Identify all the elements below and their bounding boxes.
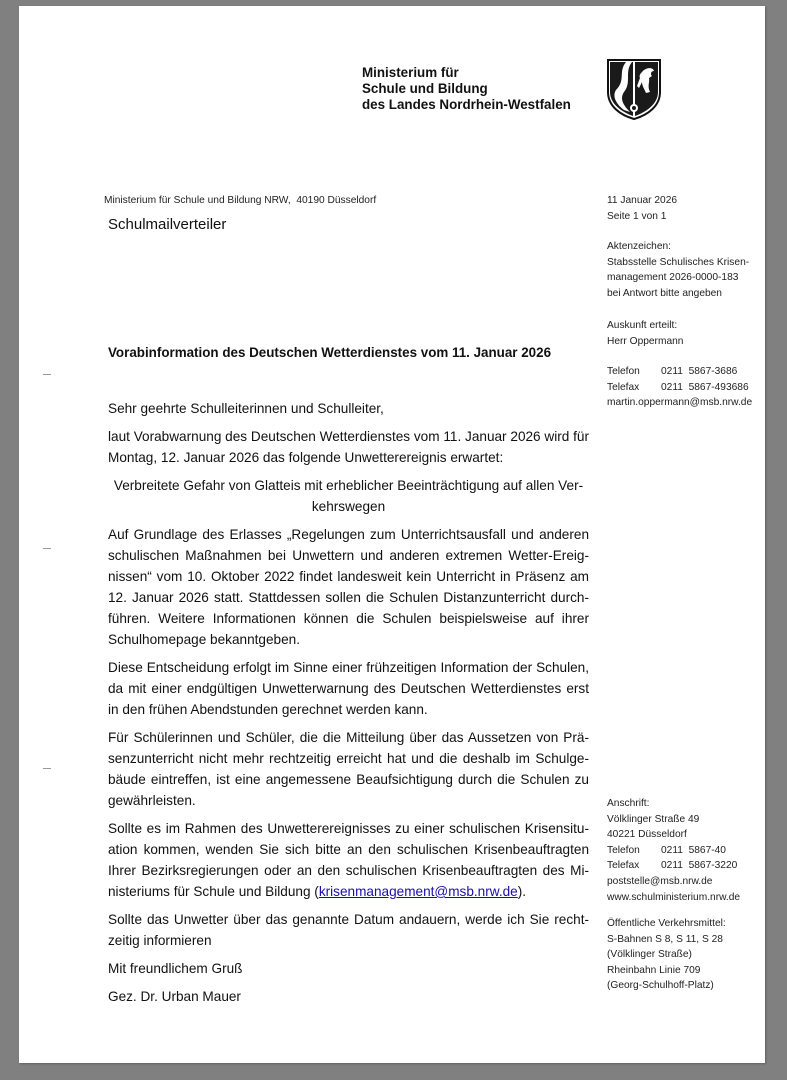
weather-warning: Verbreitete Gefahr von Glatteis mit erheblicher Beeinträchtigung auf allen Verkehrswegen bbox=[113, 478, 584, 514]
ministry-line: Ministerium für bbox=[362, 65, 459, 80]
ministry-line: Schule und Bildung bbox=[362, 81, 488, 96]
contact-email: martin.oppermann@msb.nrw.de bbox=[607, 397, 753, 409]
transit-label: Öffentliche Verkehrsmittel: bbox=[607, 918, 726, 929]
letter-subject: Vorabinformation des Deutschen Wetterdienstes vom 11. Januar 2026 bbox=[108, 345, 552, 360]
closing: Mit freundlichem Gruß bbox=[108, 961, 243, 976]
contact-fax-row bbox=[607, 380, 752, 396]
address-city: 40221 Düsseldorf bbox=[607, 829, 687, 841]
letter-body bbox=[108, 398, 589, 1014]
reference-line: Stabsstelle Schulisches Krisen- bbox=[607, 256, 750, 268]
salutation: Sehr geehrte Schulleiterinnen und Schulleiter, bbox=[108, 401, 384, 416]
nrw-coat-of-arms-icon bbox=[606, 58, 662, 120]
ministry-name bbox=[362, 65, 571, 113]
crisis-email-link[interactable]: krisenmanagement@msb.nrw.de bbox=[318, 884, 518, 899]
fold-mark bbox=[43, 768, 51, 769]
letter-date: 11 Januar 2026 bbox=[607, 195, 678, 206]
contact-phone-label: Telefon bbox=[607, 366, 640, 378]
paragraph-text: Sollte es im Rahmen des Unwetterereignisses zu einer schulischen Krisensituation kommen, wenden Sie sich bitte an den schulischen Krisenbeauftragten Ihrer Bezirksregierungen oder an den schulischen Krisenbeauftragten des Ministeriums für Schule und Bildung ( bbox=[108, 821, 589, 899]
contact-phone: 0211 5867-3686 bbox=[661, 366, 738, 378]
reference-line: management 2026-0000-183 bbox=[607, 272, 739, 284]
fold-mark bbox=[43, 374, 51, 375]
recipient: Schulmailverteiler bbox=[108, 216, 227, 233]
sidebar-contact-block bbox=[607, 318, 752, 411]
body-paragraph: Für Schülerinnen und Schüler, die die Mitteilung über das Aussetzen von Präsenzunterricht nicht mehr rechtzeitig erreicht hat und die deshalb im Schulgebäude eintreffen, ist eine angemessene Beaufsichtigung durch die Schulen zu gewährleisten. bbox=[108, 730, 589, 808]
reference-line: bei Antwort bitte angeben bbox=[607, 287, 722, 299]
intro-paragraph: laut Vorabwarnung des Deutschen Wetterdienstes vom 11. Januar 2026 wird für Montag, 12. Januar 2026 das folgende Unwetterereignis erwartet: bbox=[108, 429, 589, 465]
page-count: Seite 1 von 1 bbox=[607, 210, 667, 222]
contact-label: Auskunft erteilt: bbox=[607, 320, 678, 331]
office-email: poststelle@msb.nrw.de bbox=[607, 875, 713, 887]
office-fax: 0211 5867-3220 bbox=[661, 860, 738, 872]
body-paragraph: Diese Entscheidung erfolgt im Sinne einer frühzeitigen Information der Schulen, da mit einer endgültigen Unwetterwarnung des Deutschen Wetterdienstes erst in den frühen Abendstunden gerechnet werden kann. bbox=[108, 660, 589, 717]
office-phone-label: Telefon bbox=[607, 844, 640, 856]
office-phone: 0211 5867-40 bbox=[661, 844, 726, 856]
fold-mark bbox=[43, 548, 51, 549]
transit-line: (Völklinger Straße) bbox=[607, 949, 692, 961]
address-street: Völklinger Straße 49 bbox=[607, 813, 700, 825]
office-fax-label: Telefax bbox=[607, 860, 640, 872]
letter-page bbox=[19, 6, 765, 1063]
office-website: www.schulministerium.nrw.de bbox=[607, 891, 741, 903]
sidebar-info-block bbox=[607, 193, 749, 302]
office-fax-row bbox=[607, 858, 740, 874]
contact-phone-row bbox=[607, 364, 752, 380]
transit-line: (Georg-Schulhoff-Platz) bbox=[607, 980, 714, 992]
signature: Gez. Dr. Urban Mauer bbox=[108, 989, 241, 1004]
transit-line: Rheinbahn Linie 709 bbox=[607, 964, 701, 976]
address-label: Anschrift: bbox=[607, 798, 650, 809]
contact-fax-label: Telefax bbox=[607, 381, 640, 393]
sidebar-address-block bbox=[607, 796, 740, 905]
contact-name: Herr Oppermann bbox=[607, 335, 684, 347]
body-paragraph: Sollte das Unwetter über das genannte Datum andauern, werde ich Sie rechtzeitig informieren bbox=[108, 912, 589, 948]
contact-fax: 0211 5867-493686 bbox=[661, 381, 749, 393]
office-phone-row bbox=[607, 843, 740, 859]
sidebar-transit-block bbox=[607, 916, 726, 994]
body-paragraph bbox=[108, 818, 589, 902]
sender-return-address: Ministerium für Schule und Bildung NRW, 40190 Düsseldorf bbox=[104, 195, 377, 206]
transit-line: S-Bahnen S 8, S 11, S 28 bbox=[607, 933, 723, 945]
body-paragraph: Auf Grundlage des Erlasses „Regelungen zum Unterrichtsausfall und anderen schulischen Maßnahmen bei Unwettern und anderen extremen Wetter-Ereignissen“ vom 10. Oktober 2022 findet landesweit kein Unterricht in Präsenz am 12. Januar 2026 statt. Stattdessen sollen die Schulen Distanzunterricht durchführen. Weitere Informationen können die Schulen beispielsweise auf ihrer Schulhomepage bekanntgeben. bbox=[108, 527, 589, 647]
paragraph-text: ). bbox=[517, 884, 527, 899]
ministry-line: des Landes Nordrhein-Westfalen bbox=[362, 97, 571, 112]
reference-label: Aktenzeichen: bbox=[607, 241, 671, 253]
